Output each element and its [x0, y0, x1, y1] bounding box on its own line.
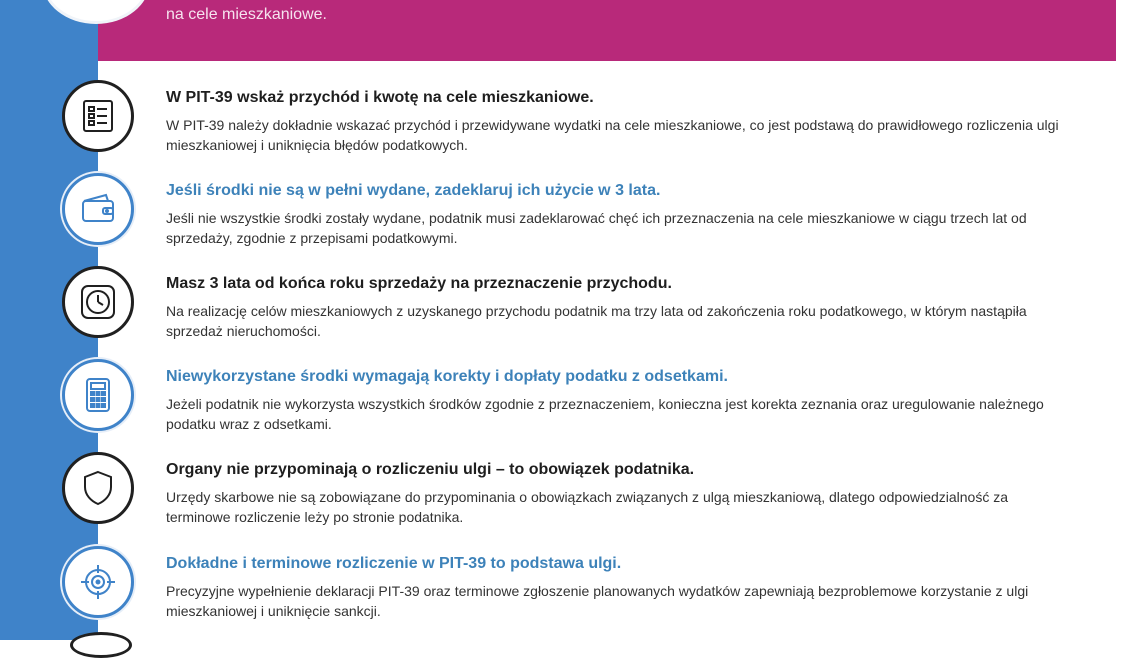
icon-circle: [62, 266, 134, 338]
form-document-icon: [79, 97, 117, 135]
shield-icon: [78, 468, 118, 508]
item-title: Masz 3 lata od końca roku sprzedaży na przeznaczenie przychodu.: [166, 275, 672, 292]
item-description: Precyzyjne wypełnienie deklaracji PIT-39 oraz terminowe zgłoszenie planowanych wydatków zapewniają bezproblemowe korzystanie z ulgi mieszkaniowej i uniknięcie sankcji.: [166, 583, 1029, 619]
item-description: W PIT-39 należy dokładnie wskazać przychód i przewidywane wydatki na cele mieszkaniowe, co jest podstawą do prawidłowego rozliczenia ulgi mieszkaniowej i uniknięcia błędów podatkowych.: [166, 117, 1059, 153]
list-item: [0, 266, 1122, 356]
item-title: Niewykorzystane środki wymagają korekty i dopłaty podatku z odsetkami.: [166, 368, 728, 385]
list-item: [0, 546, 1122, 636]
icon-circle: [62, 452, 134, 524]
list-item: [0, 80, 1122, 170]
header-banner: [98, 0, 1116, 61]
item-description: Na realizację celów mieszkaniowych z uzyskanego przychodu podatnik ma trzy lata od zakończenia roku podatkowego, w którym nastąpiła sprzedaż nieruchomości.: [166, 303, 1027, 339]
item-description: Jeżeli podatnik nie wykorzysta wszystkich środków zgodnie z przeznaczeniem, konieczna jest korekta zeznania oraz uregulowanie należnego podatku wraz z odsetkami.: [166, 396, 1044, 432]
icon-circle: [62, 173, 134, 245]
calculator-icon: [79, 376, 117, 414]
list-item: [0, 173, 1122, 263]
target-crosshair-icon: [78, 562, 118, 602]
item-title: Organy nie przypominają o rozliczeniu ulgi – to obowiązek podatnika.: [166, 461, 695, 478]
wallet-icon: [78, 189, 118, 229]
clock-icon: [78, 282, 118, 322]
icon-circle: [62, 359, 134, 431]
item-description: Jeśli nie wszystkie środki zostały wydane, podatnik musi zadeklarować chęć ich przeznaczenia na cele mieszkaniowe w ciągu trzech lat od sprzedaży, zgodnie z przepisami podatkowymi.: [166, 210, 1027, 246]
next-icon-circle: [70, 632, 132, 658]
item-title: W PIT-39 wskaż przychód i kwotę na cele mieszkaniowe.: [166, 89, 594, 106]
icon-circle: [62, 80, 134, 152]
list-item: [0, 359, 1122, 449]
banner-text: na cele mieszkaniowe.: [166, 6, 327, 23]
item-description: Urzędy skarbowe nie są zobowiązane do przypominania o obowiązkach związanych z ulgą mieszkaniową, dlatego odpowiedzialność za terminowe rozliczenie leży po stronie podatnika.: [166, 489, 1009, 525]
list-item: [0, 452, 1122, 542]
item-title: Dokładne i terminowe rozliczenie w PIT-39 to podstawa ulgi.: [166, 555, 622, 572]
item-title: Jeśli środki nie są w pełni wydane, zadeklaruj ich użycie w 3 lata.: [166, 182, 661, 199]
icon-circle: [62, 546, 134, 618]
